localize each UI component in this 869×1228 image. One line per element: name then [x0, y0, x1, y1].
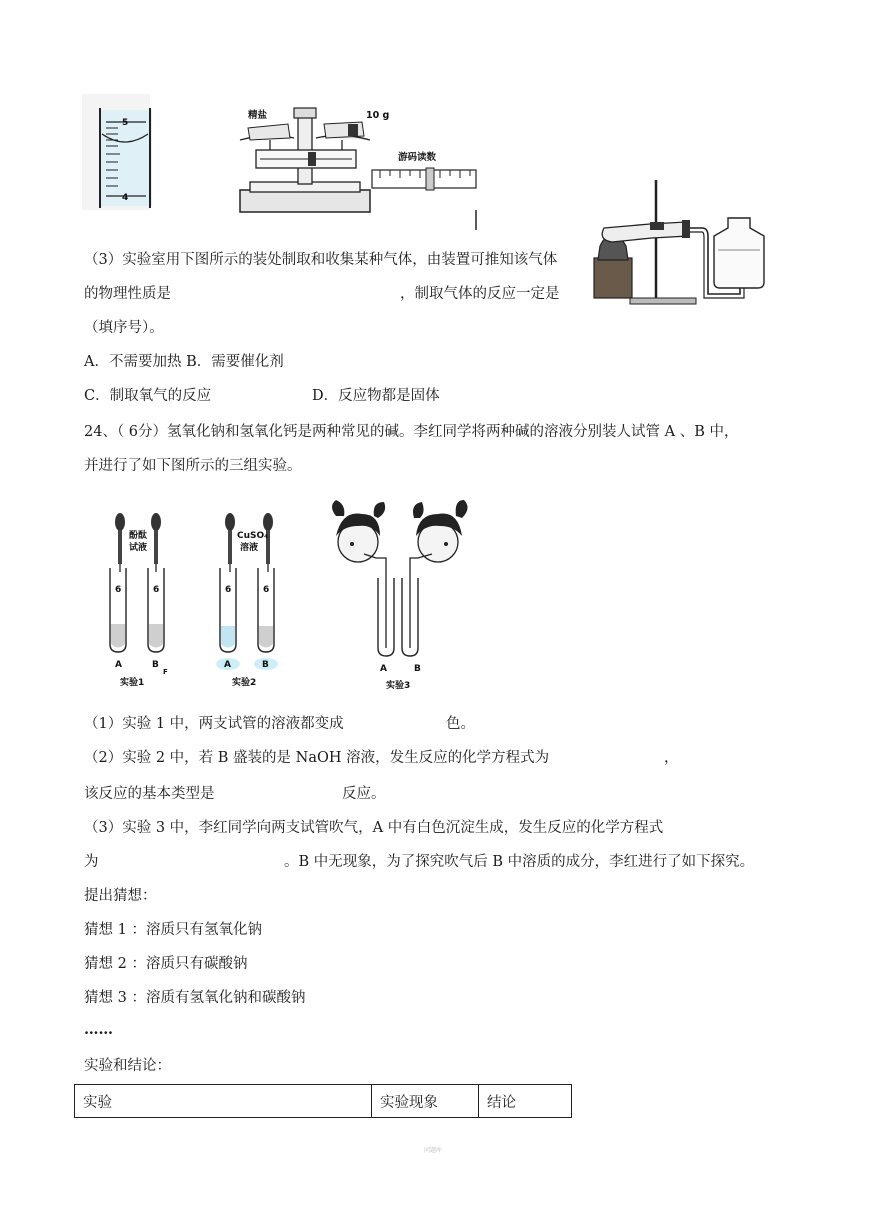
- test-tube-1a: [110, 568, 126, 652]
- exp3-tube-b-label: B: [414, 664, 421, 674]
- experiment-table: [74, 1084, 572, 1118]
- q24-2-line2-prefix: 该反应的基本类型是: [84, 786, 215, 802]
- q24-1-suffix: 色。: [446, 716, 475, 732]
- dropper-1b: [151, 513, 161, 572]
- test-tube-2a: [220, 568, 236, 652]
- svg-text:6: 6: [263, 585, 270, 595]
- table-header-row: [75, 1085, 572, 1118]
- exp1-tube-b-label: B: [152, 660, 159, 670]
- q24-3-line1: （3）实验 3 中，李红同学向两支试管吹气，A 中有白色沉淀生成，发生反应的化学方程式: [84, 820, 664, 836]
- dropper-2b: [263, 513, 273, 572]
- q24-2-line2-suffix: 反应。: [342, 786, 386, 802]
- svg-text:6: 6: [225, 585, 232, 595]
- hypothesis-title: 提出猜想：: [84, 888, 157, 904]
- exp3-caption: 实验3: [386, 681, 411, 691]
- dropper-2a: [225, 513, 235, 572]
- q24-intro-line2: 并进行了如下图所示的三组实验。: [84, 458, 302, 474]
- experiments-figure: [96, 496, 486, 696]
- cylinder-tick-4: 4: [122, 193, 129, 203]
- q23-option-c: C．制取氧气的反应: [84, 388, 212, 404]
- q24-2-suffix: ，: [664, 750, 679, 766]
- exp2-reagent-line1: CuSO₄: [237, 531, 269, 541]
- exp2-reagent-line2: 溶液: [240, 543, 259, 553]
- footer-watermark: 问题库: [424, 1147, 443, 1154]
- hypothesis-1: 猜想 1 ：溶质只有氢氧化钠: [84, 922, 262, 938]
- q23-option-d: D．反应物都是固体: [312, 388, 440, 404]
- ellipsis: ……: [84, 1021, 113, 1038]
- balance-figure: [240, 108, 476, 230]
- exp1-caption: 实验1: [120, 678, 145, 688]
- q24-3-line2-prefix: 为: [84, 854, 99, 870]
- exp1-reagent-line2: 试液: [129, 543, 148, 553]
- girl-right-illustration: [413, 500, 468, 562]
- svg-text:6: 6: [153, 585, 160, 595]
- dropper-1a: [115, 513, 125, 572]
- exp2-caption: 实验2: [232, 678, 257, 688]
- q23-3-line2-suffix: ，制取气体的反应一定是: [400, 286, 560, 302]
- table-header-experiment: 实验: [75, 1085, 372, 1118]
- exp2-tube-b-label: B: [262, 660, 269, 670]
- q23-3-line1: （3）实验室用下图所示的装处制取和收集某种气体，由装置可推知该气体: [84, 252, 558, 268]
- q24-3-line2-suffix: 。B 中无现象，为了探究吹气后 B 中溶质的成分，李红进行了如下探究。: [284, 854, 755, 870]
- test-tube-2b: [258, 568, 274, 652]
- exp1-tube-a-label: A: [115, 660, 122, 670]
- cylinder-tick-5: 5: [122, 118, 129, 128]
- section-title: 实验和结论：: [84, 1058, 171, 1074]
- exp1-reagent-line1: 酚酞: [129, 531, 148, 541]
- svg-text:6: 6: [115, 585, 122, 595]
- stray-mark: F: [163, 668, 168, 676]
- girl-left-illustration: [332, 500, 385, 562]
- test-tube-1b: [148, 568, 164, 652]
- hypothesis-3: 猜想 3 ：溶质有氢氧化钠和碳酸钠: [84, 990, 306, 1006]
- experiment-1: [110, 513, 168, 688]
- q23-option-ab: A．不需要加热 B．需要催化剂: [84, 354, 284, 370]
- table-header-conclusion: 结论: [479, 1085, 572, 1118]
- rider-reading-label: 游码读数: [398, 152, 437, 163]
- q23-3-line2-prefix: 的物理性质是: [84, 286, 171, 302]
- hypothesis-2: 猜想 2 ：溶质只有碳酸钠: [84, 956, 248, 972]
- graduated-cylinder-figure: [82, 94, 152, 210]
- q24-intro-line1: 24、（ 6分）氢氧化钠和氢氧化钙是两种常见的碱。李红同学将两种碱的溶液分别装人试管 A 、B 中，: [84, 424, 739, 440]
- balance-right-label: 10 g: [366, 110, 390, 121]
- gas-apparatus-figure: [590, 176, 780, 308]
- q24-1-prefix: （1）实验 1 中，两支试管的溶液都变成: [84, 716, 344, 732]
- balance-left-label: 精盐: [248, 110, 268, 121]
- table-header-phenomenon: 实验现象: [372, 1085, 479, 1118]
- experiment-2: [216, 513, 278, 688]
- q23-3-line3: （填序号）。: [84, 320, 164, 336]
- top-figure: [80, 92, 480, 232]
- exp2-tube-a-label: A: [224, 660, 231, 670]
- experiment-3: [332, 500, 468, 691]
- exp3-tube-a-label: A: [380, 664, 387, 674]
- q24-2-prefix: （2）实验 2 中，若 B 盛装的是 NaOH 溶液，发生反应的化学方程式为: [84, 750, 550, 766]
